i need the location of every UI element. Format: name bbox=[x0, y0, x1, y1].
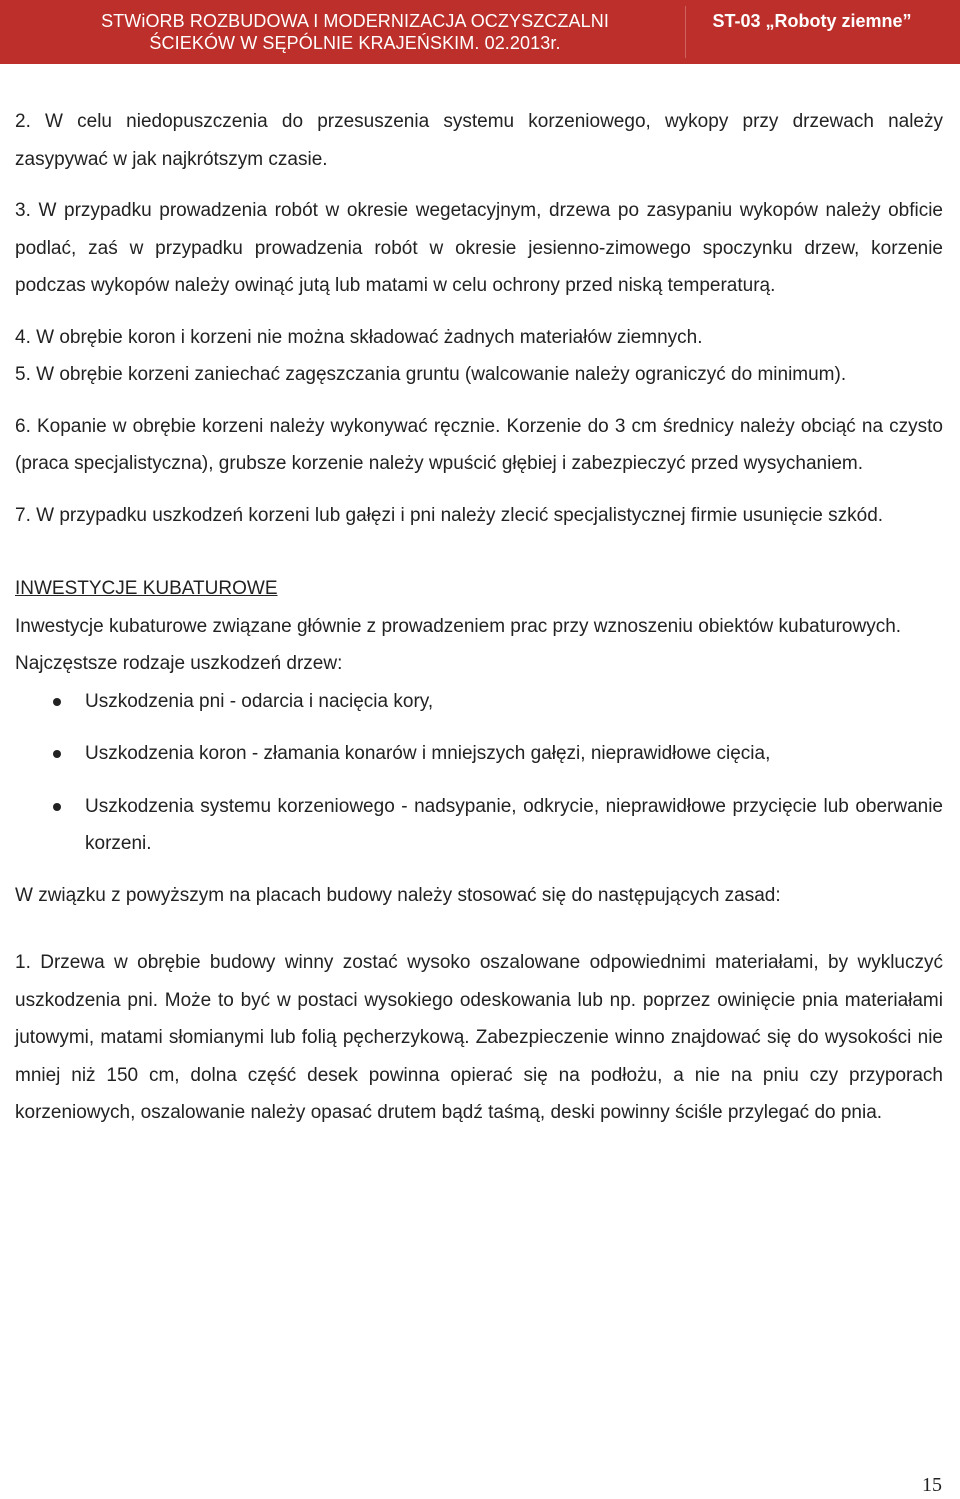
list-item-text: Uszkodzenia systemu korzeniowego - nadsypanie, odkrycie, nieprawidłowe przycięcie lub oberwanie korzeni. bbox=[85, 795, 943, 854]
paragraph-5: 5. W obrębie korzeni zaniechać zagęszczania gruntu (walcowanie należy ograniczyć do minimum). bbox=[15, 364, 847, 385]
header-project-title bbox=[60, 10, 650, 54]
paragraph-4: 4. W obrębie koron i korzeni nie można składować żadnych materiałów ziemnych. bbox=[15, 326, 703, 348]
rules-intro: W związku z powyższym na placach budowy należy stosować się do następujących zasad: bbox=[15, 884, 781, 906]
header-spec-label: ST-03 „Roboty ziemne” bbox=[712, 11, 912, 31]
paragraph-6: 6. Kopanie w obrębie korzeni należy wykonywać ręcznie. Korzenie do 3 cm średnicy należy obciąć na czysto (praca specjalistyczna), grubsze korzenie należy wpuścić głębiej i zabezpieczyć przed wysychaniem. bbox=[15, 415, 943, 474]
header-title-line-2: ŚCIEKÓW W SĘPÓLNIE KRAJEŃSKIM. 02.2013r. bbox=[149, 33, 561, 53]
list-item-text: Uszkodzenia pni - odarcia i nacięcia kory, bbox=[85, 690, 434, 712]
document-body bbox=[15, 103, 943, 1132]
paragraph-7: 7. W przypadku uszkodzeń korzeni lub gałęzi i pni należy zlecić specjalistycznej firmie usunięcie szkód. bbox=[15, 504, 884, 526]
bullet-icon bbox=[53, 698, 61, 706]
bullet-icon bbox=[53, 750, 61, 758]
document-header bbox=[0, 0, 960, 64]
list-item bbox=[15, 788, 943, 863]
list-item bbox=[15, 735, 943, 773]
section-heading: INWESTYCJE KUBATUROWE bbox=[15, 578, 278, 599]
page-number: 15 bbox=[922, 1474, 942, 1496]
section-intro: Inwestycje kubaturowe związane głównie z prowadzeniem prac przy wznoszeniu obiektów kubaturowych. bbox=[15, 615, 902, 637]
header-title-line-1: STWiORB ROZBUDOWA I MODERNIZACJA OCZYSZCZALNI bbox=[101, 11, 609, 31]
list-item bbox=[15, 683, 943, 721]
list-item-text: Uszkodzenia koron - złamania konarów i mniejszych gałęzi, nieprawidłowe cięcia, bbox=[85, 743, 771, 764]
damage-list bbox=[15, 683, 943, 863]
bullet-icon bbox=[53, 803, 61, 811]
damage-list-title: Najczęstsze rodzaje uszkodzeń drzew: bbox=[15, 653, 343, 674]
rule-1: 1. Drzewa w obrębie budowy winny zostać wysoko oszalowane odpowiednimi materiałami, by wykluczyć uszkodzenia pni. Może to być w postaci wysokiego odeskowania lub np. poprzez owinięcie pnia materiałami jutowymi, matami słomianymi lub folią pęcherzykową. Zabezpieczenie winno znajdować się do wysokości nie mniej niż 150 cm, dolna część desek powinna opierać się na podłożu, a nie na pniu czy przyporach korzeniowych, oszalowanie należy opasać drutem bądź taśmą, deski powinny ściśle przylegać do pnia. bbox=[15, 952, 943, 1123]
paragraph-3: 3. W przypadku prowadzenia robót w okresie wegetacyjnym, drzewa po zasypaniu wykopów należy obficie podlać, zaś w przypadku prowadzenia robót w okresie jesienno-zimowego spoczynku drzew, korzenie podczas wykopów należy owinąć jutą lub matami w celu ochrony przed niską temperaturą. bbox=[15, 200, 943, 296]
paragraph-2: 2. W celu niedopuszczenia do przesuszenia systemu korzeniowego, wykopy przy drzewach należy zasypywać w jak najkrótszym czasie. bbox=[15, 111, 943, 170]
